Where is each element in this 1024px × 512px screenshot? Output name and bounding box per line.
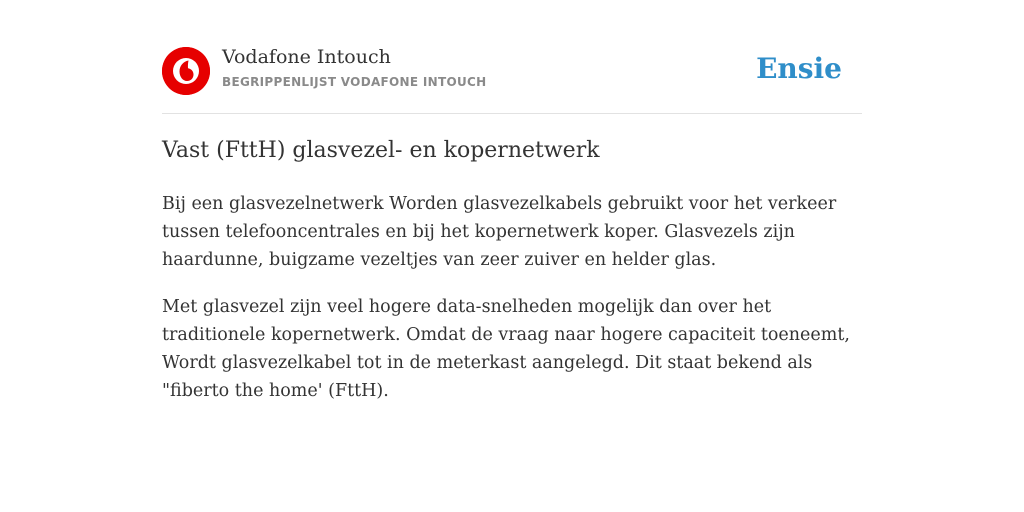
paragraph-1: Bij een glasvezelnetwerk Worden glasvezelkabels gebruikt voor het verkeer tussen telefooncentrales en bij het kopernetwerk koper. Glasvezels zijn haardunne, buigzame vezeltjes van zeer zuiver en helder glas. bbox=[162, 194, 837, 270]
ensie-logo[interactable]: Ensie bbox=[756, 52, 842, 85]
definition-card bbox=[162, 0, 862, 401]
definition-body bbox=[162, 190, 862, 424]
header bbox=[162, 0, 862, 114]
brand-name[interactable]: Vodafone Intouch bbox=[222, 46, 391, 68]
paragraph-2: Met glasvezel zijn veel hogere data-snelheden mogelijk dan over het traditionele kopernetwerk. Omdat de vraag naar hogere capaciteit toeneemt, Wordt glasvezelkabel tot in de meterkast aangelegd. Dit staat bekend als "fiberto the home' (FttH). bbox=[162, 297, 850, 401]
page-title: Vast (FttH) glasvezel- en kopernetwerk bbox=[162, 138, 600, 163]
vodafone-logo-icon[interactable] bbox=[162, 47, 210, 95]
brand-subtitle[interactable]: BEGRIPPENLIJST VODAFONE INTOUCH bbox=[222, 75, 487, 89]
